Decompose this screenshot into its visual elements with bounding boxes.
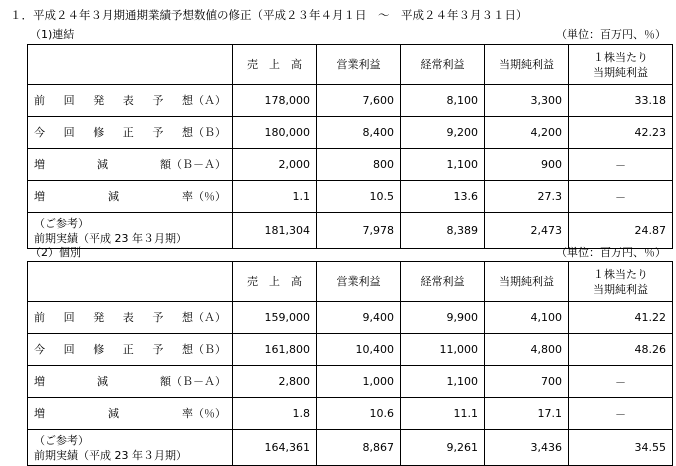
header-eps-line2: 当期純利益: [593, 282, 648, 296]
cell-ordinary-income: 1,100: [401, 149, 485, 181]
forecast-table-non-consolidated: [27, 261, 673, 466]
label-char: 率（％）: [182, 407, 226, 420]
row-label-previous-forecast: [28, 85, 233, 117]
label-char: 予: [152, 343, 164, 356]
label-char: 減: [108, 407, 119, 420]
label-char: 減: [108, 190, 119, 203]
cell-net-sales: 1.8: [233, 398, 317, 430]
label-char: 額（Ｂ－Ａ）: [160, 375, 226, 388]
label-char: 発: [93, 94, 105, 107]
label-char: 想（Ｂ）: [181, 126, 226, 139]
row-label-change-amount: [28, 366, 233, 398]
label-char: 減: [97, 375, 108, 388]
cell-net-income: 700: [485, 366, 569, 398]
cell-net-income: 3,300: [485, 85, 569, 117]
cell-eps: 24.87: [569, 213, 673, 249]
cell-net-income: 2,473: [485, 213, 569, 249]
cell-eps: －: [569, 398, 673, 430]
label-char: 回: [63, 311, 75, 324]
row-label-revised-forecast: [28, 117, 233, 149]
header-ordinary-income: 経常利益: [401, 262, 485, 302]
table-row-reference: [28, 430, 673, 466]
cell-eps: －: [569, 149, 673, 181]
cell-net-income: 4,200: [485, 117, 569, 149]
row-label-change-amount: [28, 149, 233, 181]
row-label-change-rate: [28, 181, 233, 213]
cell-ordinary-income: 9,200: [401, 117, 485, 149]
header-blank: [28, 45, 233, 85]
cell-net-sales: 164,361: [233, 430, 317, 466]
table-header-row: [28, 262, 673, 302]
label-char: 予: [152, 126, 164, 139]
reference-period: 前期実績（平成 23 年３月期）: [34, 448, 187, 462]
label-char: 増: [34, 158, 45, 171]
header-net-income: 当期純利益: [485, 262, 569, 302]
row-label-previous-forecast: [28, 302, 233, 334]
label-char: 修: [93, 343, 105, 356]
cell-net-sales: 2,000: [233, 149, 317, 181]
header-operating-income: 営業利益: [317, 262, 401, 302]
label-char: 発: [93, 311, 105, 324]
cell-eps: 42.23: [569, 117, 673, 149]
header-eps-line1: １株当たり: [593, 267, 648, 281]
label-char: 想（Ｂ）: [181, 343, 226, 356]
cell-eps: －: [569, 366, 673, 398]
header-net-sales: 売 上 高: [233, 262, 317, 302]
section-label-consolidated: （1)連結: [30, 28, 75, 41]
label-char: 回: [63, 343, 75, 356]
cell-net-income: 4,100: [485, 302, 569, 334]
cell-operating-income: 10.6: [317, 398, 401, 430]
cell-ordinary-income: 1,100: [401, 366, 485, 398]
cell-operating-income: 9,400: [317, 302, 401, 334]
cell-net-income: 3,436: [485, 430, 569, 466]
label-char: 減: [97, 158, 108, 171]
cell-ordinary-income: 13.6: [401, 181, 485, 213]
header-net-sales: 売 上 高: [233, 45, 317, 85]
forecast-table-consolidated: [27, 44, 673, 249]
table-row: [28, 85, 673, 117]
cell-net-income: 900: [485, 149, 569, 181]
cell-ordinary-income: 9,900: [401, 302, 485, 334]
cell-operating-income: 8,400: [317, 117, 401, 149]
header-eps: [569, 45, 673, 85]
header-eps-line2: 当期純利益: [593, 65, 648, 79]
reference-note: （ご参考）: [34, 433, 89, 447]
cell-ordinary-income: 8,100: [401, 85, 485, 117]
table-row: [28, 334, 673, 366]
section-label-non-consolidated: （2）個別: [30, 246, 81, 259]
header-net-income: 当期純利益: [485, 45, 569, 85]
header-eps-line1: １株当たり: [593, 50, 648, 64]
cell-operating-income: 7,600: [317, 85, 401, 117]
table-row: [28, 398, 673, 430]
label-char: 想（Ａ）: [181, 94, 226, 107]
row-label-revised-forecast: [28, 334, 233, 366]
row-label-change-rate: [28, 398, 233, 430]
label-char: 増: [34, 190, 45, 203]
label-char: 回: [63, 94, 75, 107]
header-operating-income: 営業利益: [317, 45, 401, 85]
unit-label-consolidated: （単位：百万円、％）: [556, 28, 666, 41]
header-ordinary-income: 経常利益: [401, 45, 485, 85]
cell-net-sales: 2,800: [233, 366, 317, 398]
cell-net-sales: 159,000: [233, 302, 317, 334]
reference-period: 前期実績（平成 23 年３月期）: [34, 231, 187, 245]
cell-eps: 48.26: [569, 334, 673, 366]
cell-eps: 34.55: [569, 430, 673, 466]
cell-net-sales: 178,000: [233, 85, 317, 117]
table-row: [28, 117, 673, 149]
table-header-row: [28, 45, 673, 85]
cell-net-income: 17.1: [485, 398, 569, 430]
cell-eps: 41.22: [569, 302, 673, 334]
cell-eps: 33.18: [569, 85, 673, 117]
label-char: 前: [34, 311, 45, 324]
cell-operating-income: 8,867: [317, 430, 401, 466]
label-char: 今: [34, 343, 45, 356]
label-char: 表: [122, 94, 134, 107]
label-char: 額（Ｂ－Ａ）: [160, 158, 226, 171]
unit-label-non-consolidated: （単位：百万円、％）: [556, 246, 666, 259]
label-char: 回: [63, 126, 75, 139]
label-char: 前: [34, 94, 45, 107]
cell-ordinary-income: 11,000: [401, 334, 485, 366]
cell-operating-income: 10.5: [317, 181, 401, 213]
table-row: [28, 181, 673, 213]
label-char: 正: [122, 343, 134, 356]
cell-operating-income: 800: [317, 149, 401, 181]
label-char: 正: [122, 126, 134, 139]
cell-ordinary-income: 8,389: [401, 213, 485, 249]
cell-net-sales: 1.1: [233, 181, 317, 213]
cell-ordinary-income: 9,261: [401, 430, 485, 466]
cell-net-sales: 161,800: [233, 334, 317, 366]
table-row: [28, 149, 673, 181]
header-eps: [569, 262, 673, 302]
cell-operating-income: 7,978: [317, 213, 401, 249]
label-char: 想（Ａ）: [181, 311, 226, 324]
table-row: [28, 302, 673, 334]
cell-net-income: 4,800: [485, 334, 569, 366]
label-char: 今: [34, 126, 45, 139]
reference-note: （ご参考）: [34, 216, 89, 230]
table-row: [28, 366, 673, 398]
label-char: 増: [34, 375, 45, 388]
cell-net-income: 27.3: [485, 181, 569, 213]
label-char: 増: [34, 407, 45, 420]
cell-net-sales: 180,000: [233, 117, 317, 149]
cell-ordinary-income: 11.1: [401, 398, 485, 430]
label-char: 予: [152, 94, 164, 107]
document-title: １．平成２４年３月期通期業績予想数値の修正（平成２３年４月１日 ～ 平成２４年３月３１日）: [10, 8, 528, 22]
cell-operating-income: 1,000: [317, 366, 401, 398]
row-label-prior-year-results: [28, 430, 233, 466]
cell-eps: －: [569, 181, 673, 213]
cell-net-sales: 181,304: [233, 213, 317, 249]
label-char: 表: [122, 311, 134, 324]
label-char: 修: [93, 126, 105, 139]
label-char: 予: [152, 311, 164, 324]
header-blank: [28, 262, 233, 302]
label-char: 率（％）: [182, 190, 226, 203]
cell-operating-income: 10,400: [317, 334, 401, 366]
